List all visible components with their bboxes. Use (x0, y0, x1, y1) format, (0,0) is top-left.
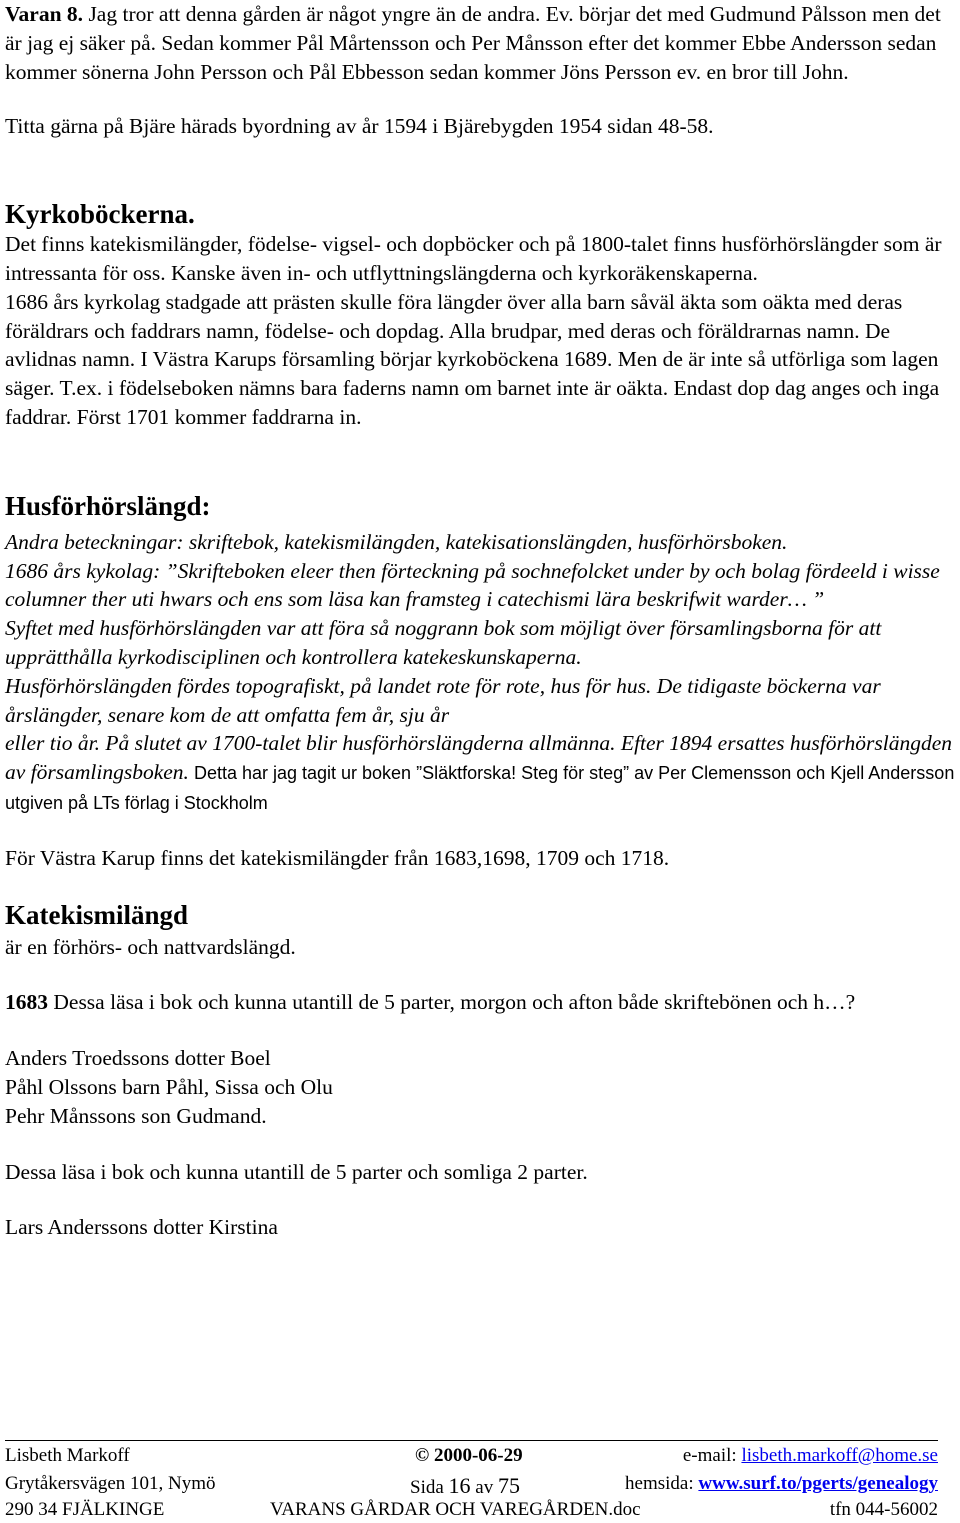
text-1683: Dessa läsa i bok och kunna utantill de 5 parter, morgon och afton både skriftebönen och h…? (48, 990, 856, 1015)
footer-phone: tfn 044-56002 (829, 1499, 938, 1520)
document-page (5, 0, 955, 1242)
footer-row-1 (5, 1445, 938, 1469)
footer-address: Grytåkersvägen 101, Nymö (5, 1473, 216, 1494)
footer-web-block (625, 1473, 938, 1495)
footer-page-prefix: Sida (410, 1477, 449, 1498)
heading-husforhorslangd: Husförhörslängd: (5, 490, 211, 521)
paragraph-varan-8 (5, 0, 955, 86)
paragraph-dessa-lasa: Dessa läsa i bok och kunna utantill de 5 parter och somliga 2 parter. (5, 1159, 588, 1184)
varan-label: Varan 8. (5, 2, 84, 26)
names-list (5, 1044, 955, 1130)
footer-postal: 290 34 FJÄLKINGE (5, 1499, 165, 1520)
husforhor-source: Detta har jag tagit ur boken ”Släktforska! Steg för steg” av Per Clemensson och Kjell Andersson utgiven på LTs förlag i Stockholm (5, 763, 955, 813)
footer-web-link[interactable]: www.surf.to/pgerts/genealogy (698, 1473, 938, 1494)
husforhor-tio-ar (5, 729, 955, 817)
footer-rule (5, 1440, 938, 1441)
page-footer (5, 1440, 938, 1523)
footer-date: © 2000-06-29 (415, 1445, 523, 1466)
paragraph-1683 (5, 988, 955, 1017)
year-1683: 1683 (5, 990, 48, 1015)
paragraph-byordning: Titta gärna på Bjäre härads byordning av år 1594 i Bjärebygden 1954 sidan 48-58. (5, 114, 714, 139)
footer-author: Lisbeth Markoff (5, 1445, 130, 1466)
husforhor-tio-ar-text: eller tio år. På slutet av 1700-talet blir husförhörslängderna allmänna. Efter 1894 ersattes husförhörslängden av församlingsboken. (5, 731, 952, 785)
husforhor-topografiskt: Husförhörslängden fördes topografiskt, på landet rote för rote, hus för hus. De tidigaste böckerna var årslängder, senare kom de att omfatta fem år, sju år (5, 673, 881, 727)
footer-page-total: 75 (497, 1473, 520, 1498)
husforhor-syftet: Syftet med husförhörslängden var att föra så noggrann bok som möjligt över församlingsborna för att upprätthålla kyrkodisciplinen och kontrollera katekeskunskaperna. (5, 616, 882, 669)
name-kirstina: Lars Anderssons dotter Kirstina (5, 1215, 278, 1240)
name-line: Påhl Olssons barn Påhl, Sissa och Olu (5, 1074, 333, 1099)
name-line: Anders Troedssons dotter Boel (5, 1046, 271, 1071)
husforhor-kyrkolag-quote: 1686 års kykolag: ”Skrifteboken eleer then förteckning på sochnefolcket under by och bolag fördeeld i wisse columner ther uti hwars och ens som läsa kan framsteg i catechismi lära beskrifwit warder… ” (5, 558, 940, 612)
paragraph-vastra-karup: För Västra Karup finns det katekismilängder från 1683,1698, 1709 och 1718. (5, 845, 670, 870)
footer-page-number (410, 1473, 520, 1499)
heading-katekismilangd: Katekismilängd (5, 899, 189, 930)
footer-email-block (683, 1445, 938, 1467)
paragraph-kyrkobockerna-1: Det finns katekismilängder, födelse- vigsel- och dopböcker och på 1800-talet finns husförhörslängder som är intressanta för oss. Kanske även in- och utflyttningslängderna och kyrkoräkenskaperna. (5, 232, 942, 285)
paragraph-katekismilangd: är en förhörs- och nattvardslängd. (5, 934, 296, 959)
name-line: Pehr Månssons son Gudmand. (5, 1103, 267, 1128)
heading-kyrkobockerna: Kyrkoböckerna. (5, 199, 195, 230)
varan-text: Jag tror att denna gården är något yngre än de andra. Ev. börjar det med Gudmund Pålsson men det är jag ej säker på. Sedan kommer Pål Mårtensson och Per Månsson efter det kommer Ebbe Andersson sedan kommer sönerna John Persson och Pål Ebbesson sedan kommer Jöns Persson ev. en bror till John. (5, 2, 941, 84)
footer-page-of: av (470, 1477, 498, 1498)
footer-filename: VARANS GÅRDAR OCH VAREGÅRDEN.doc (270, 1499, 641, 1520)
footer-email-label: e-mail: (682, 1445, 742, 1466)
footer-web-label: hemsida: (625, 1473, 699, 1494)
footer-email-link[interactable]: lisbeth.markoff@home.se (741, 1445, 938, 1466)
footer-page-current: 16 (448, 1473, 471, 1498)
paragraph-kyrkolag-1686: 1686 års kyrkolag stadgade att prästen skulle föra längder över alla barn såväl äkta som oäkta med deras föräldrars och faddrars namn, födelse- och dopdag. Alla brudpar, med deras och föräldrarnas namn. De avlidnas namn. I Västra Karups församling börjar kyrkoböckena 1689. Men de är inte så utförliga som lagen säger. T.ex. i födelseboken nämns bara faderns namn om barnet inte är oäkta. Endast dop dag anges och inga faddrar. Först 1701 kommer faddrarna in. (5, 289, 940, 429)
footer-row-2 (5, 1473, 938, 1499)
footer-row-3 (5, 1499, 938, 1523)
husforhor-andra-beteckningar: Andra beteckningar: skriftebok, katekismilängden, katekisationslängden, husförhörsboken. (5, 529, 788, 554)
